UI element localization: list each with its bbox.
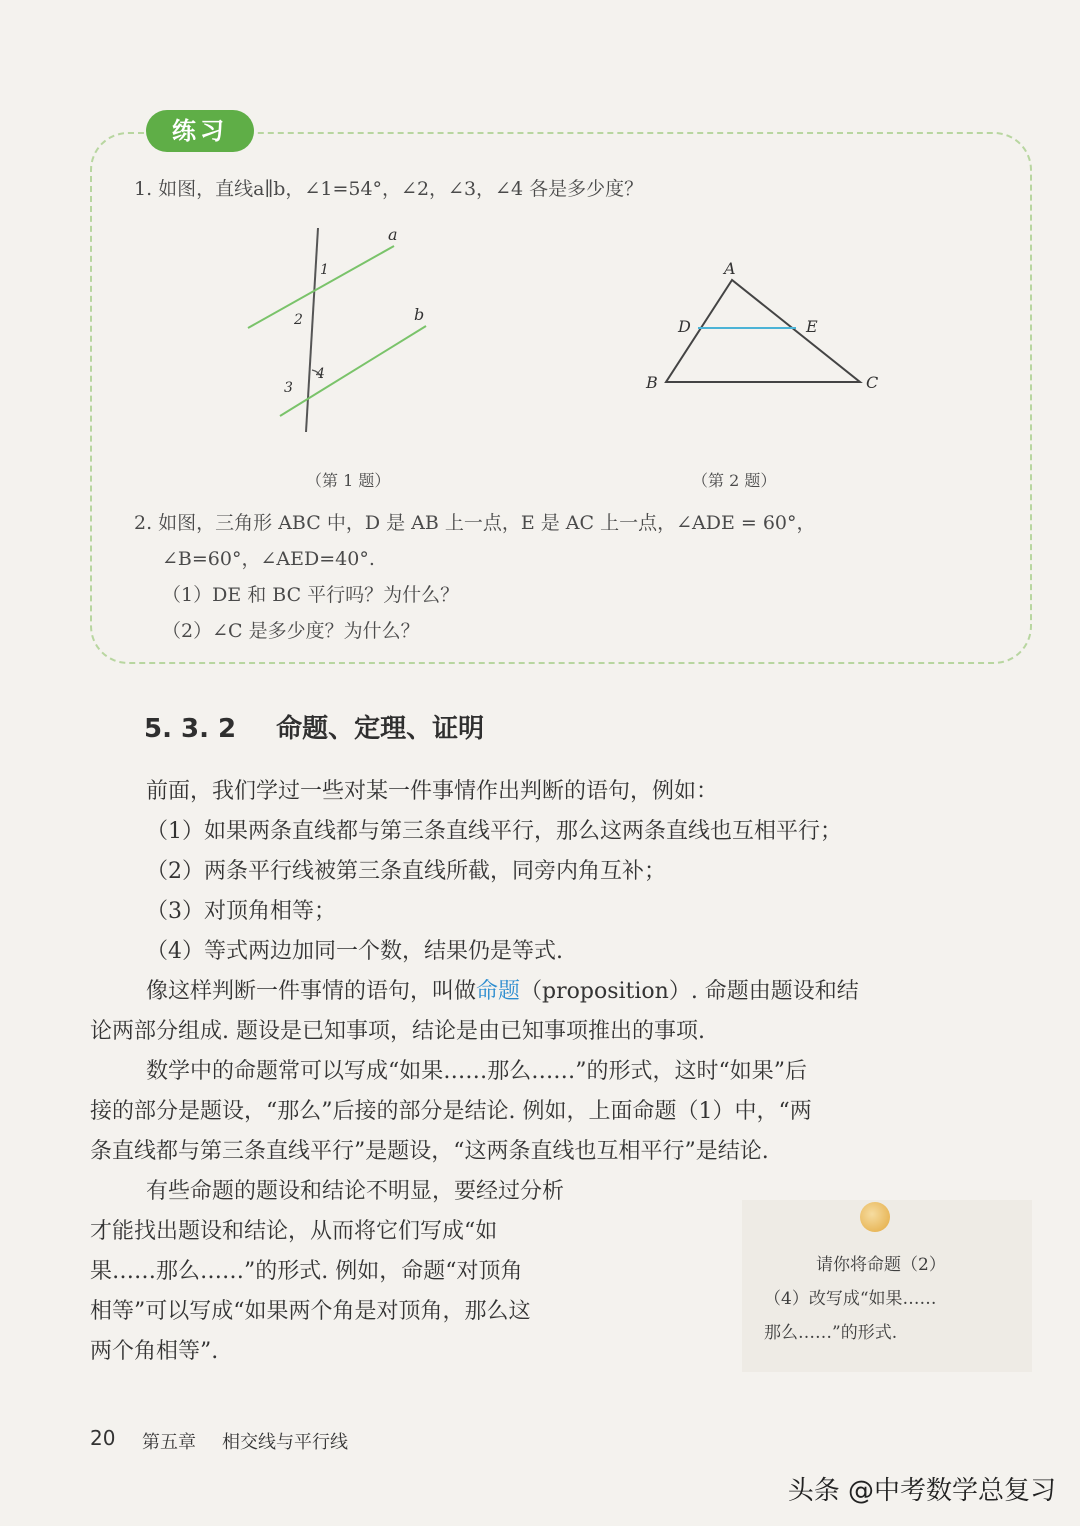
angle-label-2: 2 [294,312,303,328]
note-line-2: （4）改写成“如果…… [764,1289,937,1309]
question-2-sub-2: （2）∠C 是多少度？为什么？ [162,620,420,642]
note-line-1: 请你将命题（2） [816,1255,946,1275]
vertex-a: A [724,259,736,278]
point-e: E [806,317,818,336]
angle-label-1: 1 [320,262,329,278]
figure-2-caption: （第 2 题） [692,471,777,490]
question-2-sub-1: （1）DE 和 BC 平行吗？为什么？ [162,584,460,606]
watermark: 头条 @中考数学总复习 [787,1476,1056,1506]
exercise-tag: 练习 [146,110,254,152]
paragraph-2-line-1 [146,974,859,1005]
paragraph-4-line-1: 有些命题的题设和结论不明显，要经过分析 [146,1179,565,1204]
transversal-line [306,228,318,432]
list-item-4: （4）等式两边加同一个数，结果仍是等式. [146,939,563,964]
paragraph-4-line-2: 才能找出题设和结论，从而将它们写成“如 [90,1219,498,1244]
line-a [248,246,394,328]
question-2-line-1: 2. 如图，三角形 ABC 中，D 是 AB 上一点，E 是 AC 上一点，∠ADE = 60°， [134,512,816,534]
list-item-1: （1）如果两条直线都与第三条直线平行，那么这两条直线也互相平行； [146,819,842,844]
label-b: b [414,305,425,324]
label-a: a [388,225,398,244]
term-proposition: 命题 [476,979,521,1004]
note-line-3: 那么……”的形式. [764,1323,898,1343]
list-item-3: （3）对顶角相等； [146,899,336,924]
question-2-line-2: ∠B=60°，∠AED=40°. [162,548,375,570]
vertex-c: C [866,373,879,392]
pin-icon [860,1202,890,1232]
paragraph-1: 前面，我们学过一些对某一件事情作出判断的语句，例如： [146,779,719,804]
footer-title: 相交线与平行线 [222,1432,348,1453]
page-number: 20 [90,1426,116,1450]
triangle-abc [666,280,860,382]
section-title: 命题、定理、证明 [276,714,485,744]
paragraph-3-line-1: 数学中的命题常可以写成“如果……那么……”的形式，这时“如果”后 [146,1059,807,1084]
p2-pre: 像这样判断一件事情的语句，叫做 [146,979,477,1004]
angle-label-4: 4 [316,366,325,382]
figure-1-parallel-lines [230,222,450,442]
line-b [280,326,426,416]
p2-post: （proposition）. 命题由题设和结 [520,979,859,1004]
paragraph-3-line-2: 接的部分是题设，“那么”后接的部分是结论. 例如，上面命题（1）中，“两 [90,1099,812,1124]
paragraph-2-line-2: 论两部分组成. 题设是已知事项，结论是由已知事项推出的事项. [90,1019,705,1044]
point-d: D [678,317,691,336]
figure-1-caption: （第 1 题） [306,471,391,490]
vertex-b: B [646,373,658,392]
question-1: 1. 如图，直线a∥b，∠1=54°，∠2，∠3，∠4 各是多少度？ [134,178,644,200]
section-number: 5. 3. 2 [144,714,237,744]
paragraph-4-line-4: 相等”可以写成“如果两个角是对顶角，那么这 [90,1299,531,1324]
paragraph-4-line-3: 果……那么……”的形式. 例如，命题“对顶角 [90,1259,523,1284]
paragraph-4-line-5: 两个角相等”. [90,1339,219,1364]
section-heading [144,708,484,745]
list-item-2: （2）两条平行线被第三条直线所截，同旁内角互补； [146,859,666,884]
footer-chapter: 第五章 [142,1432,196,1453]
angle-label-3: 3 [284,380,293,396]
paragraph-3-line-3: 条直线都与第三条直线平行”是题设，“这两条直线也互相平行”是结论. [90,1139,769,1164]
figure-2-triangle [640,256,900,406]
